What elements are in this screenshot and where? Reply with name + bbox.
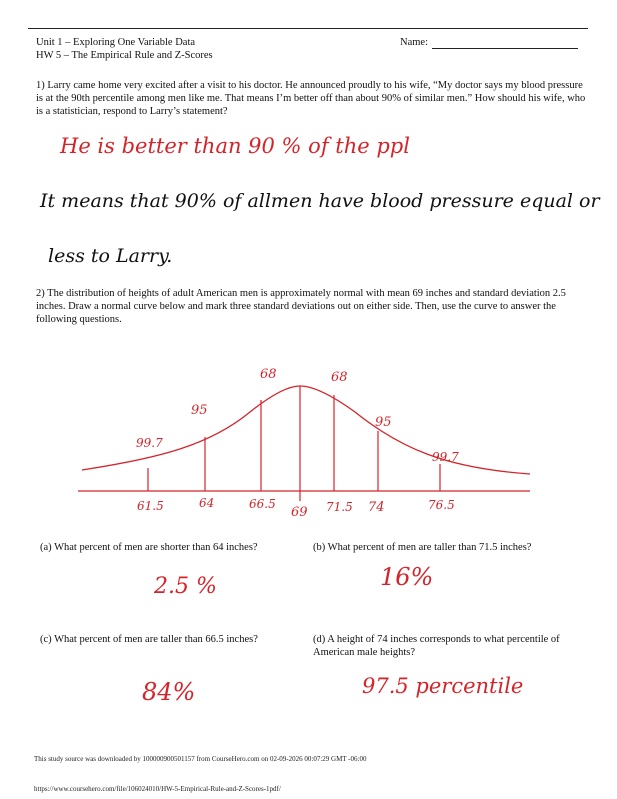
answer-1-line-3: less to Larry. bbox=[48, 245, 173, 267]
question-d: (d) A height of 74 inches corresponds to what percentile of American male heights? bbox=[313, 634, 560, 658]
axis-label-69: 69 bbox=[291, 505, 308, 520]
axis-label-74: 74 bbox=[368, 500, 385, 515]
hw-title: HW 5 – The Empirical Rule and Z-Scores bbox=[36, 50, 213, 61]
axis-label-76-5: 76.5 bbox=[428, 498, 455, 512]
percent-label-99-7-right: 99.7 bbox=[432, 450, 459, 464]
question-2-text: 2) The distribution of heights of adult American men is approximately normal with mean 69 inches and standard deviation 2.5 inches. Draw a normal curve below and mark three standard deviations out on either side. Then, use the curve to answer the following questions. bbox=[36, 288, 566, 325]
answer-d: 97.5 percentile bbox=[362, 674, 524, 698]
question-1-text: 1) Larry came home very excited after a visit to his doctor. He announced proudly to his wife, “My doctor says my blood pressure is at the 90th percentile among men like me. That means I’m better off than about 90% of similar men.” How should his wife, who is a statistician, respond to Larry’s statement? bbox=[36, 80, 586, 117]
question-c: (c) What percent of men are taller than 66.5 inches? bbox=[40, 634, 258, 645]
axis-label-71-5: 71.5 bbox=[326, 500, 353, 514]
name-label: Name: bbox=[400, 37, 428, 48]
normal-curve bbox=[82, 386, 530, 474]
question-a: (a) What percent of men are shorter than 64 inches? bbox=[40, 542, 258, 553]
axis-label-64: 64 bbox=[199, 496, 215, 510]
normal-curve-sketch bbox=[0, 350, 617, 530]
top-rule bbox=[28, 28, 588, 29]
name-field bbox=[400, 36, 578, 49]
answer-1-line-1: He is better than 90 % of the ppl bbox=[60, 134, 410, 158]
percent-label-68-left: 68 bbox=[260, 367, 277, 382]
download-notice: This study source was downloaded by 100000900501157 from CourseHero.com on 02-09-2026 00:07:29 GMT -06:00 bbox=[34, 755, 367, 763]
axis-label-61-5: 61.5 bbox=[137, 499, 164, 513]
name-blank-line bbox=[432, 38, 578, 49]
question-b: (b) What percent of men are taller than 71.5 inches? bbox=[313, 542, 532, 553]
answer-c: 84% bbox=[142, 678, 196, 706]
percent-label-99-7-left: 99.7 bbox=[136, 436, 163, 450]
answer-b: 16% bbox=[380, 563, 434, 591]
percent-label-95-left: 95 bbox=[191, 403, 208, 418]
source-url: https://www.coursehero.com/file/106024010/HW-5-Empirical-Rule-and-Z-Scores-1pdf/ bbox=[34, 785, 281, 793]
answer-a: 2.5 % bbox=[154, 574, 217, 599]
answer-1-line-2: It means that 90% of allmen have blood pressure equal or bbox=[40, 190, 600, 212]
percent-label-68-right: 68 bbox=[331, 370, 348, 385]
percent-label-95-right: 95 bbox=[375, 415, 392, 430]
unit-title: Unit 1 – Exploring One Variable Data bbox=[36, 37, 196, 48]
axis-label-66-5: 66.5 bbox=[249, 497, 276, 511]
